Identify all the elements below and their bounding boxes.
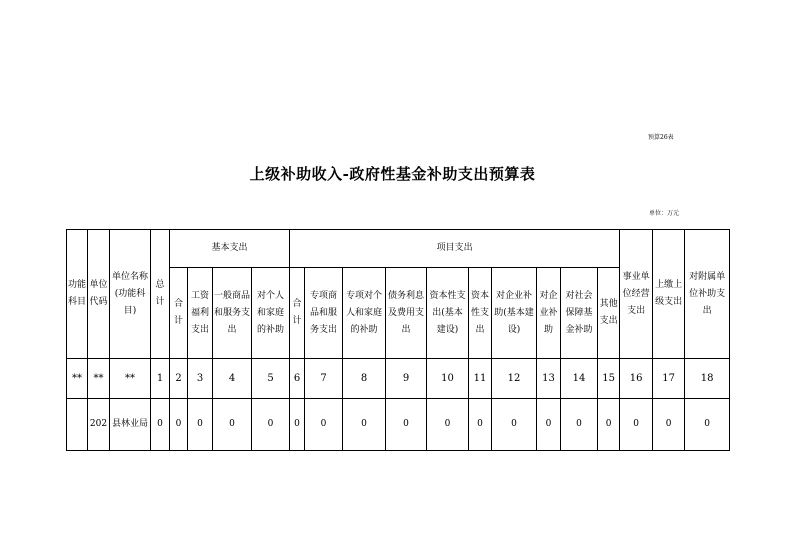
header-capital-construct: 资本性支出(基本建设) (427, 268, 469, 359)
row-value: 0 (620, 399, 653, 451)
header-wage: 工资福利支出 (188, 268, 213, 359)
index-cell: 9 (386, 359, 427, 399)
index-cell: ** (88, 359, 110, 399)
header-unit-name: 单位名称(功能科目) (110, 230, 151, 359)
row-value: 0 (305, 399, 343, 451)
index-cell: 14 (561, 359, 598, 399)
index-cell: 1 (151, 359, 170, 399)
row-value: 0 (561, 399, 598, 451)
header-business: 事业单位经营支出 (620, 230, 653, 359)
page-title: 上级补助收入-政府性基金补助支出预算表 (249, 165, 536, 183)
row-value: 0 (386, 399, 427, 451)
row-value: 0 (685, 399, 730, 451)
index-cell: 4 (213, 359, 252, 399)
row-value: 0 (151, 399, 170, 451)
header-special-goods: 专项商品和服务支出 (305, 268, 343, 359)
row-value: 0 (170, 399, 188, 451)
header-project: 项目支出 (290, 230, 620, 268)
budget-table (66, 229, 730, 451)
index-cell: 13 (537, 359, 561, 399)
index-cell: 7 (305, 359, 343, 399)
header-func-subject: 功能科目 (67, 230, 88, 359)
index-cell: 11 (469, 359, 492, 399)
row-value: 0 (343, 399, 386, 451)
row-func-subject (67, 399, 88, 451)
index-cell: ** (67, 359, 88, 399)
header-social: 对社会保障基金补助 (561, 268, 598, 359)
row-value: 0 (653, 399, 685, 451)
index-row (67, 359, 730, 399)
index-cell: 2 (170, 359, 188, 399)
header-enterprise: 对企业补助 (537, 268, 561, 359)
row-unit-code: 202 (88, 399, 110, 451)
index-cell: 18 (685, 359, 730, 399)
header-affiliate: 对附属单位补助支出 (685, 230, 730, 359)
row-value: 0 (427, 399, 469, 451)
header-basic-sum: 合计 (170, 268, 188, 359)
header-unit-code: 单位代码 (88, 230, 110, 359)
header-enterprise-construct: 对企业补助(基本建设) (492, 268, 537, 359)
index-cell: ** (110, 359, 151, 399)
index-cell: 16 (620, 359, 653, 399)
form-number: 预算26表 (648, 134, 674, 141)
header-goods: 一般商品和服务支出 (213, 268, 252, 359)
header-project-sum: 合计 (290, 268, 305, 359)
row-value: 0 (537, 399, 561, 451)
row-unit-name: 县林业局 (110, 399, 151, 451)
header-basic: 基本支出 (170, 230, 290, 268)
table-row (67, 399, 730, 451)
header-total: 总计 (151, 230, 170, 359)
row-value: 0 (492, 399, 537, 451)
row-value: 0 (598, 399, 620, 451)
index-cell: 15 (598, 359, 620, 399)
index-cell: 6 (290, 359, 305, 399)
index-cell: 17 (653, 359, 685, 399)
header-turnover: 上缴上级支出 (653, 230, 685, 359)
unit-label: 单位：万元 (649, 210, 680, 217)
row-value: 0 (213, 399, 252, 451)
row-value: 0 (290, 399, 305, 451)
header-other: 其他支出 (598, 268, 620, 359)
header-personal: 对个人和家庭的补助 (252, 268, 290, 359)
index-cell: 3 (188, 359, 213, 399)
header-debt: 债务利息及费用支出 (386, 268, 427, 359)
index-cell: 8 (343, 359, 386, 399)
row-value: 0 (469, 399, 492, 451)
row-value: 0 (188, 399, 213, 451)
header-capital: 资本性支出 (469, 268, 492, 359)
index-cell: 12 (492, 359, 537, 399)
index-cell: 10 (427, 359, 469, 399)
header-special-personal: 专项对个人和家庭的补助 (343, 268, 386, 359)
row-value: 0 (252, 399, 290, 451)
index-cell: 5 (252, 359, 290, 399)
